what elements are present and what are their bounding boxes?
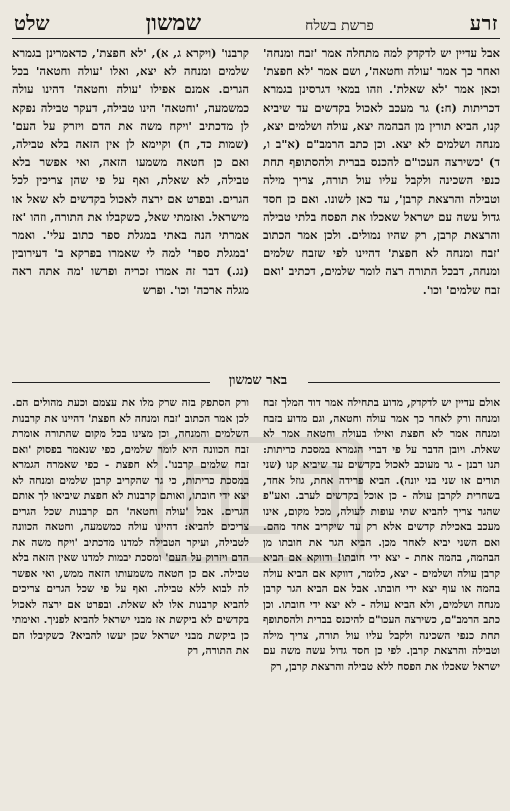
main-right-text: אבל עדיין יש לדקדק למה מתחלה אמר 'זבח ומנחה' ואחר כך אמר 'עולה וחטאה', ושם אמר 'לא חפצת' וכאן אמר 'לא שאלת'. וזהו במאי דגרסינן בגמרא דכריתות (ח:) גר מעכב לאכול בקדשים עד שיביא קנו, הביא תורין מן הבהמה יצא, עולה ושלמים יצא, מנחה ושלמים לא יצא. וכן כתב הרמב"ם (א"ב ו, ד) 'כשירצה העכו"ם להכנס בברית ולהסתופף תחת כנפי השכינה ולקבל עליו עול תורה, צריך מילה וטבילה והרצאת קרבן', עד כאן לשונו. ואם כן חסד גדול עשה עם ישראל שאכלו את הפסח בלתי טבילה והרצאת קרבן, רק שהיו נמולים. ולכן אמר הכתוב 'זבח ומנחה לא חפצת' דהיינו לפי שזבח שלמים ומנחה, דבכל התורה רצה לומר שלמים, דכתיב 'ואם זבח שלמים' וכו'. (263, 46, 500, 297)
commentary-title: באר שמשון (228, 373, 288, 388)
main-right-column (263, 44, 500, 362)
commentary-left-text: ורק הסתפק בזה שרק מלו את עצמם וכעת מהולים הם. לכן אמר הכתוב 'זבח ומנחה לא חפצת' דהיינו את קרבנות השלמים והמנחה, וכן מצינו בכל מקום שהתורה אומרת זבח הכוונה היא לומר שלמים, כפי שנאמר בפסוק 'ואם זבח שלמים קרבנו'. לא חפצת - כפי שאמרה הגמרא במסכת כריתות, כי גר שהקריב קרבן שלמים ומנחה לא יצא ידי חובתו, ואותם קרבנות לא חפצת שיביאו לך אותם הגרים. אבל 'עולה וחטאה' הם קרבנות שכל הגרים צריכים להביא: דהיינו עולה כמשמעה, וחטאה הכוונה לטבילה, ועיקר הטבילה למדנו מדכתיב 'ויקח משה את הדם ויזרוק על העם' ומסכת יבמות למדנו שאין הזאה בלא טבילה. אם כן חטאה משמעותו הזאה ממש, ואי אפשר לה לבוא ללא טבילה. ואף על פי שכל הגרים צריכים להביא קרבנות אלו לא שאלת. ובפרט אם ירצה לאכול בקדשים לא ביקשת אז מבני ישראל להביא לפניך. ואימתי כן ביקשת מבני ישראל שכן יעשו להביא? כשקיבלו הם את התורה, רק (12, 397, 249, 657)
commentary-right-text: אולם עדיין יש לדקדק, מדוע בתחילה אמר דוד המלך זבח ומנחה ורק לאחר כך אמר עולה וחטאה, וגם מדוע בזבח ומנחה אמר לא חפצת ואילו בעולה וחטאה אמר לא שאלת. ויובן הדבר על פי דברי הגמרא במסכת כריתות: תנו רבנן - גר מעוכב לאכול בקדשים עד שיביא קנו (שני תורים או שני בני יונה). הביא פרידה אחת, גוזל אחד, בשחרית לקרבן עולה - כן אוכל בקדשים לערב. ואע"פ שהגר צריך להביא שתי עופות לעולה, מכל מקום, אינו מעכב באכילת קדשים אלא רק עד שיקריב אחד מהם. ואם השני יביא לאחר מכן. הביא הגר את חובתו מן הבהמה, בהמה אחת - יצא ידי חובתו! ודווקא אם הביא קרבן עולה ושלמים - יצא, כלומר, דווקא אם הביא עולה בהמה או עוף יצא ידי חובתו. אבל אם הביא הגר קרבן מנחה ושלמים, ולא הביא עולה - לא יצא ידי חובתו. וכן כתב הרמב"ם, כשירצה העכו"ם להיכנס בברית ולהסתופף תחת כנפי השכינה ולקבל עליו עול תורה, צריך מילה וטבילה והרצאת קרבן. לפי כן חסד גדול עשה משה עם ישראל שאכלו את הפסח ללא טבילה והרצאת קרבן, רק (263, 397, 500, 673)
page-header (14, 10, 498, 36)
header-left (14, 10, 201, 36)
divider-line-right (308, 382, 500, 383)
page-number: שלט (14, 11, 50, 35)
commentary-right-column (263, 396, 500, 805)
header-rule (12, 38, 500, 39)
header-right (305, 11, 498, 36)
commentary-left-column (12, 396, 249, 805)
commentary-text (12, 396, 500, 805)
divider-line-left (12, 382, 210, 383)
parasha-name: פרשת בשלח (305, 17, 374, 34)
main-text (12, 44, 500, 362)
main-left-column (12, 44, 249, 362)
book-title: זרע (469, 10, 498, 35)
main-left-text: קרבנו' (ויקרא ג, א), 'לא חפצת', כדאמרינן בגמרא שלמים ומנחה לא יצא, ואלו 'עולה וחטאה' בכל הגרים. אמנם אפילו 'עולה וחטאה' דהינו עולה כמשמעה, 'וחטאה' הינו טבילה, דעקר טבילה נפקא לן מדכתיב 'ויקח משה את הדם ויזרק על העם' (שמות כד, ח) וקיימא לן אין הזאה בלא טבילה, ואם כן חטאה משמעו הזאה, ואי אפשר בלא טבילה, לא שאלת, ואף על פי שהן צריכין לכל הגרים. ובפרט אם ירצה לאכול בקדשים לא שאל או מישראל. ואזמתי שאל, כשקבלו את התורה, וזהו 'אז אמרתי הנה באתי במגלת ספר כתוב עלי'. ואמר 'במגלת ספר' למה לי שאמרו בפרקא ב' דעירובין (נג.) דבר זה אמרו זכריה ופרשו 'מה אתה ראה מגלה ארכה' וכו'. ופרש (12, 46, 249, 297)
commentary-divider (12, 372, 500, 392)
sefer-title: שמשון (145, 10, 202, 36)
